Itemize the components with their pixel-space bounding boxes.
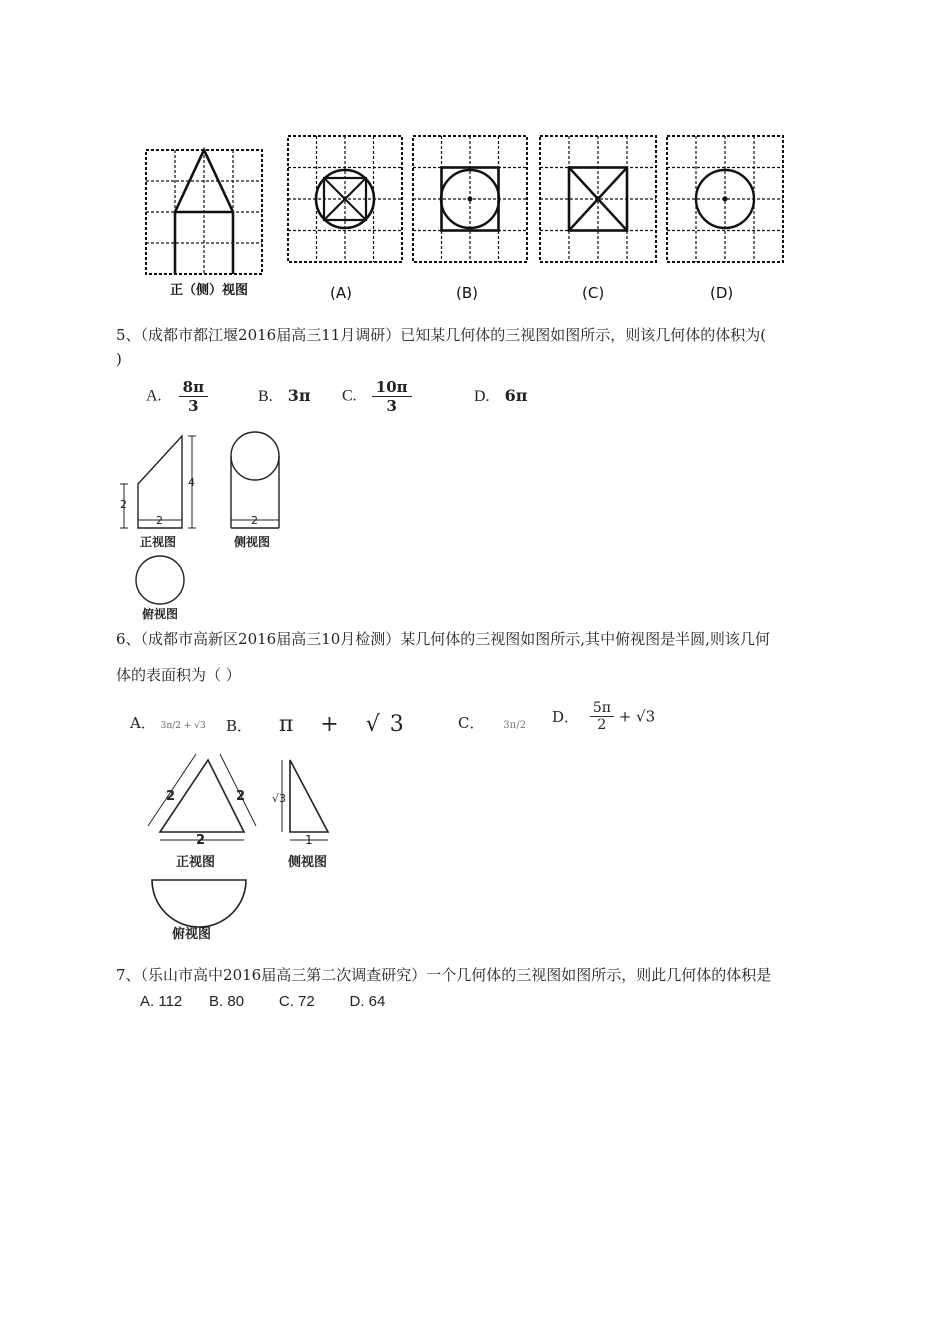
q5-option-b-label: B. xyxy=(258,388,273,405)
q5-stem-line1: 5、（成都市都江堰2016届高三11月调研）已知某几何体的三视图如图所示，则该几何体的体积为( xyxy=(116,326,767,344)
q7-option-a[interactable]: A. 112 xyxy=(140,993,183,1010)
caption-c: (C) xyxy=(582,284,605,302)
q7-options xyxy=(140,990,385,1013)
q5-option-c[interactable] xyxy=(342,378,412,415)
svg-text:俯视图: 俯视图 xyxy=(172,927,212,942)
q5-option-b[interactable] xyxy=(258,386,311,406)
q6-option-d[interactable] xyxy=(552,700,655,733)
q6-stem-line1: 6、（成都市高新区2016届高三10月检测）某几何体的三视图如图所示,其中俯视图是半圆,则该几何 xyxy=(116,630,770,648)
caption-d: (D) xyxy=(710,284,734,302)
q7-option-b[interactable]: B. 80 xyxy=(209,993,245,1010)
q7-stem: 7、（乐山市高中2016届高三第二次调查研究）一个几何体的三视图如图所示，则此几何体的体积是 xyxy=(116,966,772,984)
q5-option-c-fraction xyxy=(372,378,412,415)
q6-option-b-label: B． xyxy=(226,717,253,735)
q5-option-a-label: A. xyxy=(146,387,162,405)
q5-stem-line2: ) xyxy=(116,350,122,368)
q6-front-view xyxy=(148,754,256,870)
svg-text:√3: √3 xyxy=(272,792,287,805)
q6-option-c-label: C． xyxy=(458,714,485,732)
q6-option-c[interactable] xyxy=(458,712,526,733)
grid-figure xyxy=(140,130,800,310)
q5-a-denominator: 3 xyxy=(188,397,199,415)
q5-top-view xyxy=(136,556,184,621)
svg-text:2: 2 xyxy=(236,789,246,804)
q6-option-b[interactable] xyxy=(226,712,414,737)
svg-text:侧视图: 侧视图 xyxy=(288,855,328,870)
svg-text:2: 2 xyxy=(251,514,258,527)
q5-option-d-label: D. xyxy=(474,388,490,405)
q7-option-c[interactable]: C. 72 xyxy=(278,993,315,1010)
q6-option-b-value: π + √3 xyxy=(278,712,414,737)
q5-option-c-label: C. xyxy=(342,387,357,405)
q5-c-numerator: 10π xyxy=(372,378,412,397)
q6-top-view xyxy=(152,880,246,942)
q6-side-view xyxy=(272,760,328,870)
q5-option-d[interactable] xyxy=(474,386,528,406)
q6-option-d-fraction xyxy=(590,700,614,733)
q6-d-numerator: 5π xyxy=(590,700,614,717)
q5-option-b-value: 3π xyxy=(287,386,311,405)
q5-option-a-fraction xyxy=(179,378,208,415)
q5-option-a[interactable] xyxy=(146,378,208,415)
option-c-grid xyxy=(540,136,656,262)
svg-text:俯视图: 俯视图 xyxy=(142,607,179,621)
caption-b: (B) xyxy=(456,284,478,302)
option-a-grid xyxy=(288,136,402,262)
svg-text:2: 2 xyxy=(196,833,206,848)
svg-text:4: 4 xyxy=(188,476,195,489)
q6-d-denominator: 2 xyxy=(597,717,607,733)
q5-side-view xyxy=(231,432,279,549)
q5-c-denominator: 3 xyxy=(386,397,397,415)
svg-text:2: 2 xyxy=(166,789,176,804)
svg-text:2: 2 xyxy=(156,514,163,527)
q6-three-views xyxy=(142,752,346,948)
front-side-view-grid xyxy=(146,150,262,274)
svg-text:1: 1 xyxy=(305,833,313,847)
svg-text:正视图: 正视图 xyxy=(140,535,177,549)
q5-a-numerator: 8π xyxy=(179,378,208,397)
q5-front-view xyxy=(120,436,196,549)
svg-text:正视图: 正视图 xyxy=(176,855,216,870)
q5-three-views xyxy=(112,428,292,624)
q6-stem-line2: 体的表面积为（ ） xyxy=(116,666,241,684)
q6-option-d-label: D． xyxy=(552,708,580,726)
q6-option-d-tail: + √3 xyxy=(618,707,656,726)
q7-option-d[interactable]: D. 64 xyxy=(349,993,386,1010)
option-b-grid xyxy=(413,136,527,262)
q6-option-c-value: 3π/2 xyxy=(503,720,526,731)
q6-option-a[interactable] xyxy=(130,712,206,733)
svg-text:侧视图: 侧视图 xyxy=(234,535,271,549)
caption-a: (A) xyxy=(330,284,352,302)
q6-option-a-label: A． xyxy=(130,714,156,732)
option-d-grid xyxy=(667,136,783,262)
q5-option-d-value: 6π xyxy=(504,386,528,405)
svg-text:2: 2 xyxy=(120,498,127,511)
q6-option-a-value: 3π/2 + √3 xyxy=(160,721,206,731)
front-view-caption: 正（侧）视图 xyxy=(170,283,249,298)
